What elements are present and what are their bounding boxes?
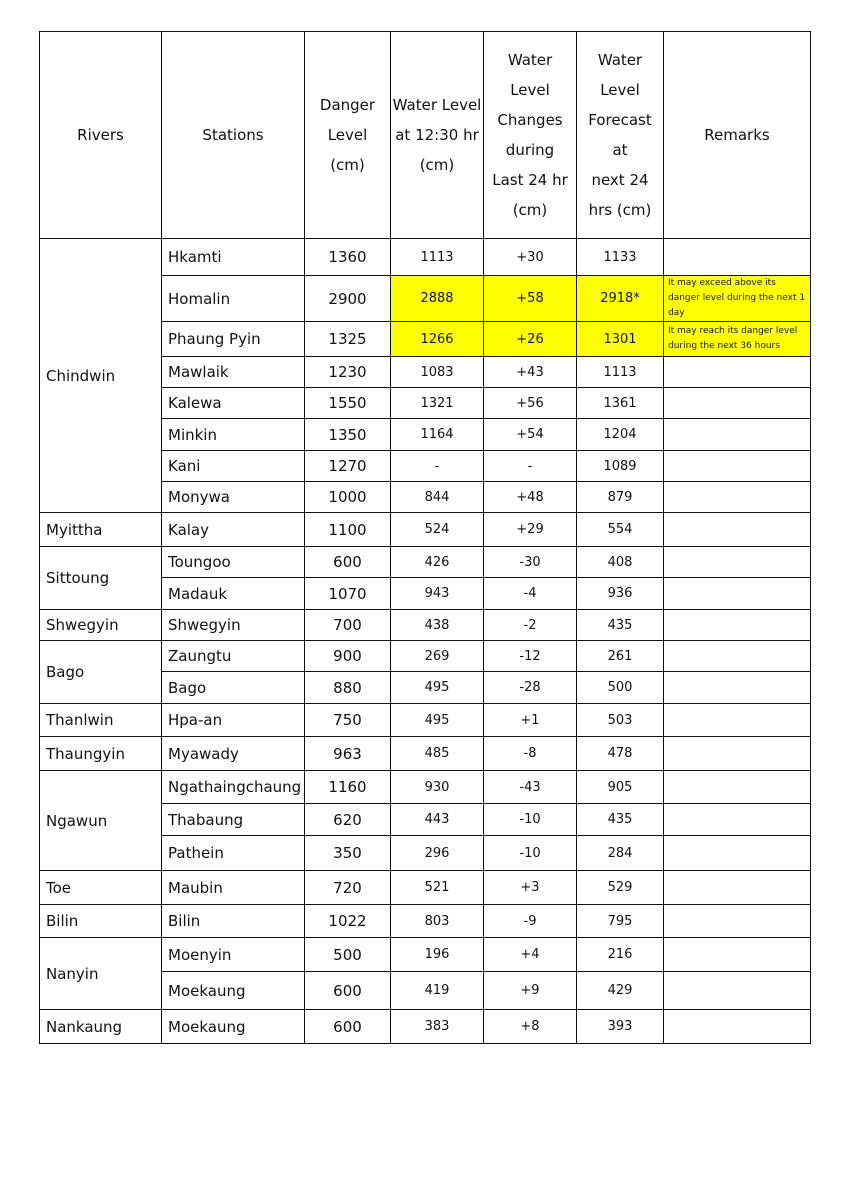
danger-level-cell: 1100 bbox=[305, 513, 391, 547]
water-level-cell: 269 bbox=[391, 641, 484, 672]
water-level-cell: 296 bbox=[391, 836, 484, 871]
level-change-cell: -10 bbox=[484, 836, 577, 871]
danger-level-cell: 600 bbox=[305, 1010, 391, 1044]
danger-level-cell: 750 bbox=[305, 704, 391, 737]
level-change-cell: +3 bbox=[484, 871, 577, 905]
station-cell: Hkamti bbox=[162, 239, 305, 276]
remarks-cell bbox=[664, 419, 811, 451]
remarks-cell bbox=[664, 451, 811, 482]
level-change-cell: -43 bbox=[484, 771, 577, 804]
forecast-cell: 500 bbox=[577, 672, 664, 704]
remarks-cell bbox=[664, 578, 811, 610]
station-cell: Monywa bbox=[162, 482, 305, 513]
water-level-report bbox=[39, 31, 811, 1044]
river-cell: Bilin bbox=[40, 905, 162, 938]
river-cell: Bago bbox=[40, 641, 162, 704]
water-level-cell: 521 bbox=[391, 871, 484, 905]
remarks-cell bbox=[664, 482, 811, 513]
remarks-cell bbox=[664, 972, 811, 1010]
level-change-cell: +8 bbox=[484, 1010, 577, 1044]
remarks-cell bbox=[664, 1010, 811, 1044]
station-cell: Bilin bbox=[162, 905, 305, 938]
remarks-cell bbox=[664, 513, 811, 547]
header-forecast: Water Level Forecast at next 24 hrs (cm) bbox=[577, 32, 664, 239]
table-row bbox=[40, 513, 811, 547]
remarks-cell bbox=[664, 704, 811, 737]
river-cell: Thanlwin bbox=[40, 704, 162, 737]
station-cell: Moekaung bbox=[162, 972, 305, 1010]
forecast-cell: 1089 bbox=[577, 451, 664, 482]
table-row bbox=[40, 547, 811, 578]
forecast-cell: 408 bbox=[577, 547, 664, 578]
station-cell: Kalewa bbox=[162, 388, 305, 419]
level-change-cell: -10 bbox=[484, 804, 577, 836]
river-cell: Ngawun bbox=[40, 771, 162, 871]
forecast-cell: 1113 bbox=[577, 357, 664, 388]
water-level-cell: 1321 bbox=[391, 388, 484, 419]
river-cell: Sittoung bbox=[40, 547, 162, 610]
danger-level-cell: 900 bbox=[305, 641, 391, 672]
danger-level-cell: 1070 bbox=[305, 578, 391, 610]
danger-level-cell: 600 bbox=[305, 547, 391, 578]
table-row bbox=[40, 771, 811, 804]
remarks-cell bbox=[664, 836, 811, 871]
forecast-cell: 478 bbox=[577, 737, 664, 771]
forecast-cell: 2918* bbox=[577, 276, 664, 322]
remarks-cell: It may reach its danger level during the next 36 hours bbox=[664, 322, 811, 357]
forecast-cell: 905 bbox=[577, 771, 664, 804]
danger-level-cell: 880 bbox=[305, 672, 391, 704]
forecast-cell: 795 bbox=[577, 905, 664, 938]
level-change-cell: +48 bbox=[484, 482, 577, 513]
danger-level-cell: 1230 bbox=[305, 357, 391, 388]
remarks-cell bbox=[664, 388, 811, 419]
remarks-cell bbox=[664, 357, 811, 388]
danger-level-cell: 1360 bbox=[305, 239, 391, 276]
river-cell: Thaungyin bbox=[40, 737, 162, 771]
river-cell: Myittha bbox=[40, 513, 162, 547]
forecast-cell: 284 bbox=[577, 836, 664, 871]
danger-level-cell: 720 bbox=[305, 871, 391, 905]
forecast-cell: 1133 bbox=[577, 239, 664, 276]
station-cell: Ngathaingchaung bbox=[162, 771, 305, 804]
remarks-cell bbox=[664, 641, 811, 672]
forecast-cell: 1204 bbox=[577, 419, 664, 451]
level-change-cell: +43 bbox=[484, 357, 577, 388]
header-danger-level: Danger Level (cm) bbox=[305, 32, 391, 239]
table-row bbox=[40, 905, 811, 938]
water-level-cell: 443 bbox=[391, 804, 484, 836]
level-change-cell: -4 bbox=[484, 578, 577, 610]
danger-level-cell: 500 bbox=[305, 938, 391, 972]
forecast-cell: 936 bbox=[577, 578, 664, 610]
header-level-changes: Water Level Changes during Last 24 hr (cm) bbox=[484, 32, 577, 239]
forecast-cell: 879 bbox=[577, 482, 664, 513]
forecast-cell: 1301 bbox=[577, 322, 664, 357]
forecast-cell: 435 bbox=[577, 804, 664, 836]
forecast-cell: 503 bbox=[577, 704, 664, 737]
forecast-cell: 435 bbox=[577, 610, 664, 641]
station-cell: Bago bbox=[162, 672, 305, 704]
station-cell: Homalin bbox=[162, 276, 305, 322]
station-cell: Toungoo bbox=[162, 547, 305, 578]
table-body bbox=[40, 239, 811, 1044]
water-level-cell: 803 bbox=[391, 905, 484, 938]
header-remarks: Remarks bbox=[664, 32, 811, 239]
water-level-cell: 426 bbox=[391, 547, 484, 578]
water-level-cell: 943 bbox=[391, 578, 484, 610]
header-row bbox=[40, 32, 811, 239]
river-cell: Shwegyin bbox=[40, 610, 162, 641]
danger-level-cell: 1325 bbox=[305, 322, 391, 357]
danger-level-cell: 963 bbox=[305, 737, 391, 771]
level-change-cell: +30 bbox=[484, 239, 577, 276]
level-change-cell: -8 bbox=[484, 737, 577, 771]
station-cell: Pathein bbox=[162, 836, 305, 871]
remarks-cell bbox=[664, 938, 811, 972]
danger-level-cell: 600 bbox=[305, 972, 391, 1010]
remarks-cell bbox=[664, 239, 811, 276]
station-cell: Minkin bbox=[162, 419, 305, 451]
forecast-cell: 216 bbox=[577, 938, 664, 972]
water-level-cell: 524 bbox=[391, 513, 484, 547]
station-cell: Moekaung bbox=[162, 1010, 305, 1044]
table-row bbox=[40, 239, 811, 276]
remarks-cell bbox=[664, 610, 811, 641]
danger-level-cell: 1270 bbox=[305, 451, 391, 482]
station-cell: Maubin bbox=[162, 871, 305, 905]
table-row bbox=[40, 704, 811, 737]
level-change-cell: -30 bbox=[484, 547, 577, 578]
level-change-cell: -2 bbox=[484, 610, 577, 641]
level-change-cell: +4 bbox=[484, 938, 577, 972]
level-change-cell: +26 bbox=[484, 322, 577, 357]
station-cell: Kalay bbox=[162, 513, 305, 547]
station-cell: Mawlaik bbox=[162, 357, 305, 388]
water-level-cell: 383 bbox=[391, 1010, 484, 1044]
table-row bbox=[40, 871, 811, 905]
station-cell: Phaung Pyin bbox=[162, 322, 305, 357]
river-cell: Chindwin bbox=[40, 239, 162, 513]
water-level-cell: 930 bbox=[391, 771, 484, 804]
forecast-cell: 529 bbox=[577, 871, 664, 905]
river-water-level-table bbox=[39, 31, 811, 1044]
forecast-cell: 261 bbox=[577, 641, 664, 672]
station-cell: Zaungtu bbox=[162, 641, 305, 672]
water-level-cell: - bbox=[391, 451, 484, 482]
remarks-cell bbox=[664, 804, 811, 836]
table-row bbox=[40, 737, 811, 771]
station-cell: Madauk bbox=[162, 578, 305, 610]
water-level-cell: 495 bbox=[391, 704, 484, 737]
river-cell: Nanyin bbox=[40, 938, 162, 1010]
river-cell: Nankaung bbox=[40, 1010, 162, 1044]
remarks-cell bbox=[664, 737, 811, 771]
forecast-cell: 554 bbox=[577, 513, 664, 547]
level-change-cell: +56 bbox=[484, 388, 577, 419]
water-level-cell: 1266 bbox=[391, 322, 484, 357]
danger-level-cell: 1000 bbox=[305, 482, 391, 513]
forecast-cell: 429 bbox=[577, 972, 664, 1010]
danger-level-cell: 1022 bbox=[305, 905, 391, 938]
danger-level-cell: 700 bbox=[305, 610, 391, 641]
forecast-cell: 393 bbox=[577, 1010, 664, 1044]
remarks-cell bbox=[664, 672, 811, 704]
water-level-cell: 1164 bbox=[391, 419, 484, 451]
remarks-cell: It may exceed above its danger level during the next 1 day bbox=[664, 276, 811, 322]
water-level-cell: 485 bbox=[391, 737, 484, 771]
station-cell: Myawady bbox=[162, 737, 305, 771]
header-rivers: Rivers bbox=[40, 32, 162, 239]
remarks-cell bbox=[664, 871, 811, 905]
water-level-cell: 2888 bbox=[391, 276, 484, 322]
header-stations: Stations bbox=[162, 32, 305, 239]
station-cell: Hpa-an bbox=[162, 704, 305, 737]
level-change-cell: +9 bbox=[484, 972, 577, 1010]
water-level-cell: 1113 bbox=[391, 239, 484, 276]
remarks-cell bbox=[664, 547, 811, 578]
level-change-cell: -9 bbox=[484, 905, 577, 938]
danger-level-cell: 1550 bbox=[305, 388, 391, 419]
level-change-cell: +29 bbox=[484, 513, 577, 547]
station-cell: Thabaung bbox=[162, 804, 305, 836]
forecast-cell: 1361 bbox=[577, 388, 664, 419]
table-row bbox=[40, 641, 811, 672]
remarks-cell bbox=[664, 905, 811, 938]
table-row bbox=[40, 1010, 811, 1044]
river-cell: Toe bbox=[40, 871, 162, 905]
danger-level-cell: 620 bbox=[305, 804, 391, 836]
level-change-cell: -12 bbox=[484, 641, 577, 672]
table-row bbox=[40, 938, 811, 972]
level-change-cell: -28 bbox=[484, 672, 577, 704]
level-change-cell: +58 bbox=[484, 276, 577, 322]
danger-level-cell: 2900 bbox=[305, 276, 391, 322]
water-level-cell: 844 bbox=[391, 482, 484, 513]
station-cell: Kani bbox=[162, 451, 305, 482]
water-level-cell: 196 bbox=[391, 938, 484, 972]
water-level-cell: 495 bbox=[391, 672, 484, 704]
water-level-cell: 419 bbox=[391, 972, 484, 1010]
header-water-level: Water Level at 12:30 hr (cm) bbox=[391, 32, 484, 239]
station-cell: Shwegyin bbox=[162, 610, 305, 641]
level-change-cell: +1 bbox=[484, 704, 577, 737]
water-level-cell: 1083 bbox=[391, 357, 484, 388]
danger-level-cell: 350 bbox=[305, 836, 391, 871]
table-row bbox=[40, 610, 811, 641]
station-cell: Moenyin bbox=[162, 938, 305, 972]
danger-level-cell: 1350 bbox=[305, 419, 391, 451]
remarks-cell bbox=[664, 771, 811, 804]
danger-level-cell: 1160 bbox=[305, 771, 391, 804]
water-level-cell: 438 bbox=[391, 610, 484, 641]
level-change-cell: +54 bbox=[484, 419, 577, 451]
level-change-cell: - bbox=[484, 451, 577, 482]
